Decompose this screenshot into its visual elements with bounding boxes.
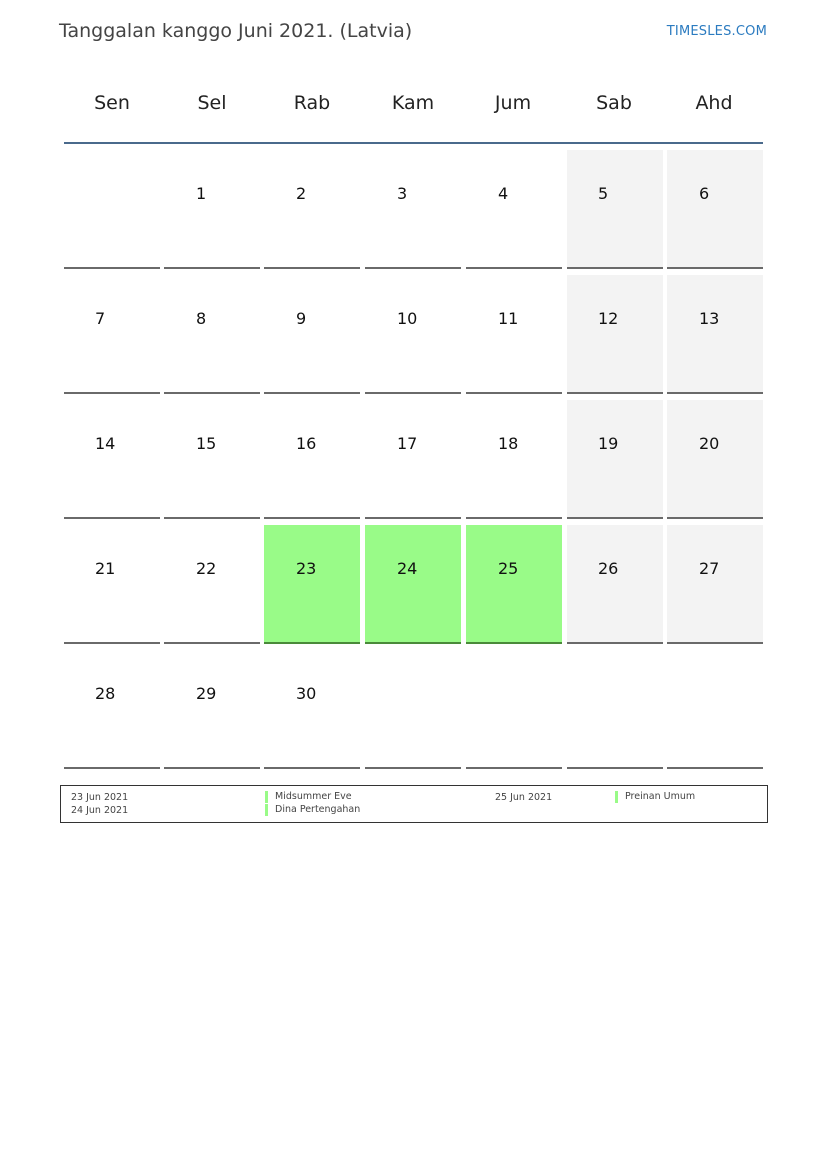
day-number: 5 (598, 184, 609, 203)
day-cell[interactable] (264, 400, 360, 519)
day-number: 13 (699, 309, 720, 328)
weekday-header-row (62, 92, 764, 116)
weekday-label: Sel (197, 92, 227, 114)
day-cell[interactable] (466, 400, 562, 519)
day-number: 1 (196, 184, 207, 203)
day-cell[interactable] (466, 275, 562, 394)
day-number: 19 (598, 434, 619, 453)
day-cell[interactable] (164, 400, 260, 519)
day-cell[interactable] (264, 150, 360, 269)
day-cell[interactable] (365, 275, 461, 394)
day-cell (667, 650, 763, 769)
legend-date: 24 Jun 2021 (71, 805, 129, 816)
day-cell[interactable] (264, 275, 360, 394)
brand-link[interactable]: TIMESLES.COM (666, 24, 767, 39)
day-cell[interactable] (466, 525, 562, 644)
day-cell[interactable] (365, 400, 461, 519)
holiday-legend (60, 785, 768, 823)
day-number: 8 (196, 309, 207, 328)
day-number: 7 (95, 309, 106, 328)
day-cell[interactable] (64, 650, 160, 769)
day-number: 14 (95, 434, 116, 453)
day-number: 9 (296, 309, 307, 328)
weekday-label: Ahd (695, 92, 733, 114)
day-number: 11 (498, 309, 519, 328)
day-number: 20 (699, 434, 720, 453)
day-cell[interactable] (567, 150, 663, 269)
day-cell (466, 650, 562, 769)
day-number: 29 (196, 684, 217, 703)
page-title: Tanggalan kanggo Juni 2021. (Latvia) (59, 20, 413, 42)
legend-date: 23 Jun 2021 (71, 792, 129, 803)
weekday-label: Kam (391, 92, 435, 114)
day-number: 27 (699, 559, 720, 578)
day-cell[interactable] (64, 275, 160, 394)
day-cell[interactable] (64, 400, 160, 519)
day-cell[interactable] (64, 525, 160, 644)
weekday-label: Jum (494, 92, 532, 114)
day-number: 12 (598, 309, 619, 328)
day-number: 30 (296, 684, 317, 703)
day-cell[interactable] (567, 400, 663, 519)
legend-holiday-name: Dina Pertengahan (265, 804, 360, 816)
day-number: 2 (296, 184, 307, 203)
day-cell[interactable] (164, 525, 260, 644)
day-number: 10 (397, 309, 418, 328)
day-cell[interactable] (667, 150, 763, 269)
day-number: 28 (95, 684, 116, 703)
day-number: 26 (598, 559, 619, 578)
day-cell[interactable] (667, 275, 763, 394)
day-cell[interactable] (567, 525, 663, 644)
day-number: 24 (397, 559, 418, 578)
legend-holiday-name: Midsummer Eve (265, 791, 352, 803)
day-cell[interactable] (667, 525, 763, 644)
day-cell (365, 650, 461, 769)
day-number: 22 (196, 559, 217, 578)
day-cell[interactable] (164, 650, 260, 769)
day-cell (64, 150, 160, 269)
day-cell[interactable] (264, 650, 360, 769)
weekday-label: Sen (94, 92, 130, 114)
day-number: 3 (397, 184, 408, 203)
day-cell[interactable] (164, 275, 260, 394)
weekday-label: Rab (293, 92, 331, 114)
day-number: 18 (498, 434, 519, 453)
day-number: 6 (699, 184, 710, 203)
header-divider (64, 142, 763, 144)
day-number: 21 (95, 559, 116, 578)
legend-date: 25 Jun 2021 (495, 792, 553, 803)
day-cell[interactable] (365, 525, 461, 644)
day-number: 4 (498, 184, 509, 203)
weekday-label: Sab (596, 92, 632, 114)
day-cell[interactable] (164, 150, 260, 269)
day-number: 23 (296, 559, 317, 578)
day-cell (567, 650, 663, 769)
day-number: 16 (296, 434, 317, 453)
day-cell[interactable] (567, 275, 663, 394)
day-number: 15 (196, 434, 217, 453)
day-cell[interactable] (667, 400, 763, 519)
day-number: 25 (498, 559, 519, 578)
day-cell[interactable] (466, 150, 562, 269)
legend-holiday-name: Preinan Umum (615, 791, 695, 803)
day-cell[interactable] (264, 525, 360, 644)
day-number: 17 (397, 434, 418, 453)
day-cell[interactable] (365, 150, 461, 269)
